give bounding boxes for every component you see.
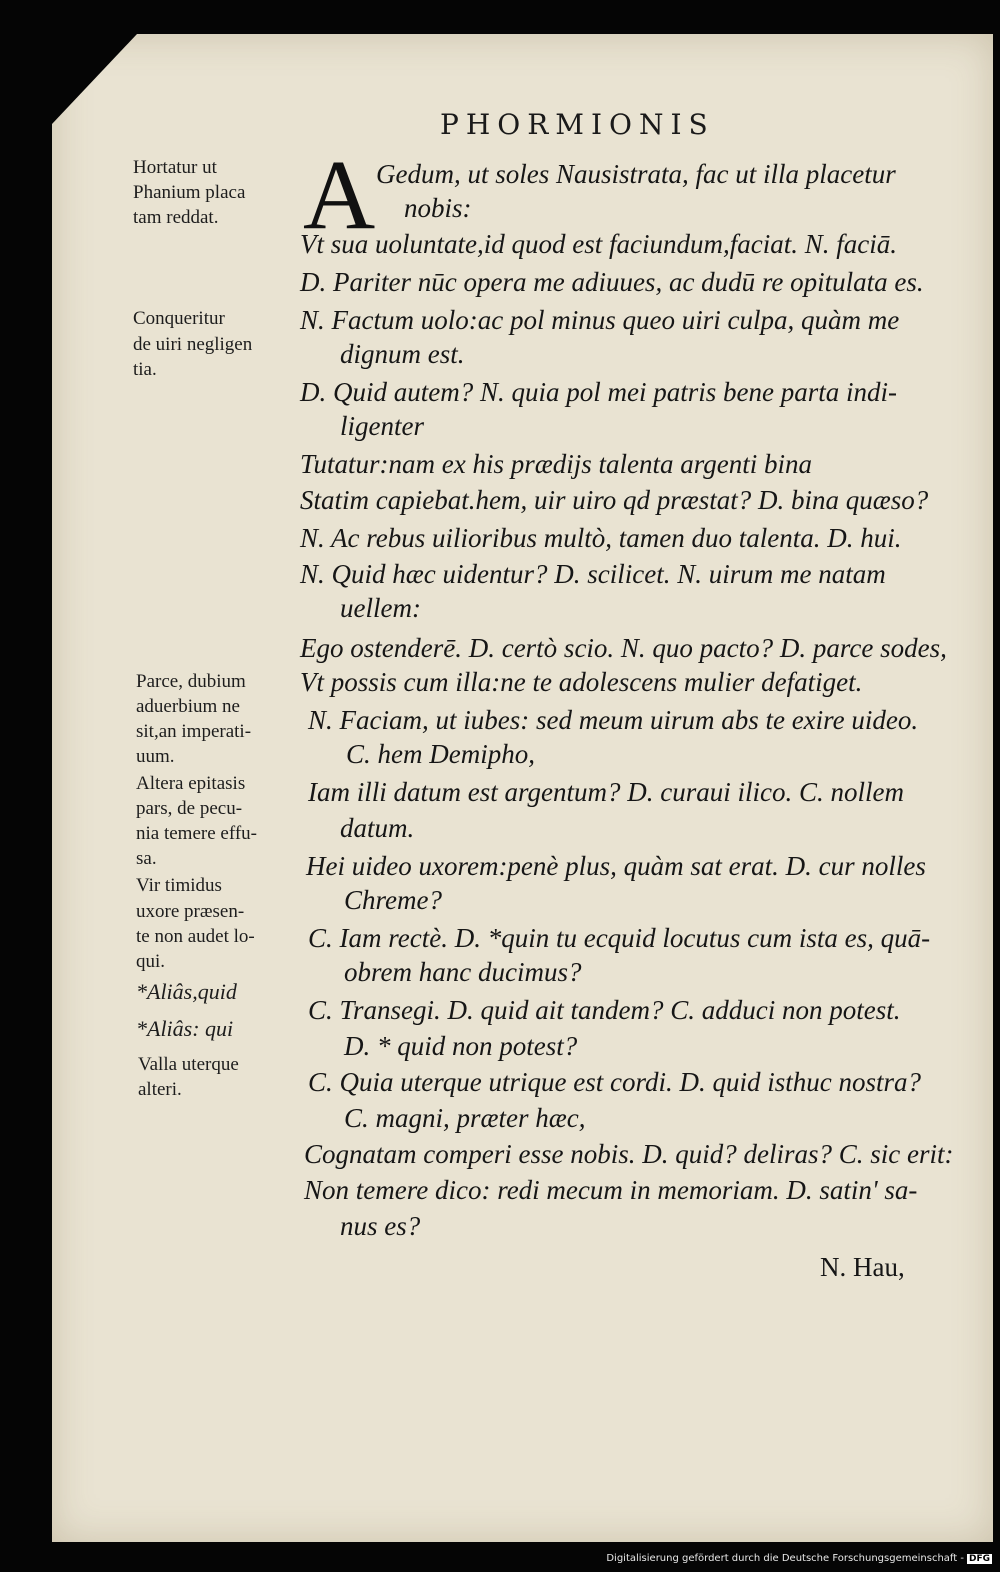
margin-note: Conqueritur (133, 308, 225, 329)
margin-note: *Aliâs,quid (136, 979, 237, 1004)
text-line: uellem: (340, 593, 421, 623)
digitization-footer (606, 1553, 992, 1564)
text-line: nus es? (340, 1211, 421, 1241)
text-line: ligenter (340, 411, 424, 441)
text-line: N. Factum uolo:ac pol minus queo uiri culpa, quàm me (300, 305, 900, 335)
text-line: N. Faciam, ut iubes: sed meum uirum abs te exire uideo. (308, 705, 919, 735)
text-line: N. Ac rebus uilioribus multò, tamen duo talenta. D. hui. (300, 523, 902, 553)
text-line: obrem hanc ducimus? (344, 957, 582, 987)
margin-note: sa. (136, 848, 157, 869)
text-line: Chreme? (344, 885, 442, 915)
margin-note: tia. (133, 359, 157, 380)
text-line: C. hem Demipho, (346, 739, 535, 769)
text-line: N. Quid hæc uidentur? D. scilicet. N. uirum me natam (300, 559, 886, 589)
margin-note: Vir timidus (136, 875, 222, 896)
margin-note: uum. (136, 746, 175, 767)
text-line: D. Quid autem? N. quia pol mei patris bene parta indi- (300, 377, 897, 407)
text-line: nobis: (404, 193, 472, 223)
text-line: D. Pariter nūc opera me adiuues, ac dudū re opitulata es. (300, 267, 924, 297)
text-line: C. magni, præter hæc, (344, 1103, 586, 1133)
margin-note: qui. (136, 951, 166, 972)
text-line: Gedum, ut soles Nausistrata, fac ut illa placetur (376, 159, 896, 189)
margin-note: tam reddat. (133, 207, 219, 228)
catchword: N. Hau, (820, 1252, 905, 1282)
text-line: Cognatam comperi esse nobis. D. quid? deliras? C. sic erit: (304, 1139, 954, 1169)
margin-note: Parce, dubium (136, 671, 246, 692)
margin-note: pars, de pecu- (136, 798, 243, 819)
text-line: Statim capiebat.hem, uir uiro qd præstat? D. bina quæso? (300, 485, 929, 515)
text-line: D. * quid non potest? (344, 1031, 578, 1061)
margin-note: Altera epitasis (136, 773, 246, 794)
footer-text: Digitalisierung gefördert durch die Deutsche Forschungsgemeinschaft - (606, 1553, 964, 1564)
text-line: C. Transegi. D. quid ait tandem? C. adduci non potest. (308, 995, 901, 1025)
text-line: C. Iam rectè. D. *quin tu ecquid locutus cum ista es, quā- (308, 923, 931, 953)
margin-note: de uiri negligen (133, 334, 253, 355)
margin-note: alteri. (138, 1079, 182, 1100)
text-line: Non temere dico: redi mecum in memoriam. D. satin' sa- (304, 1175, 918, 1205)
text-line: Tutatur:nam ex his prædijs talenta argenti bina (300, 449, 813, 479)
margin-note: aduerbium ne (136, 696, 240, 717)
running-title: PHORMIONIS (440, 108, 715, 141)
drop-capital: A (303, 139, 376, 250)
margin-note: Hortatur ut (133, 157, 217, 178)
margin-note: Phanium placa (133, 182, 246, 203)
text-line: Iam illi datum est argentum? D. curaui ilico. C. nollem (308, 777, 904, 807)
text-line: Ego ostenderē. D. certò scio. N. quo pacto? D. parce sodes, (300, 633, 947, 663)
margin-note: te non audet lo- (136, 926, 255, 947)
page-corner (52, 34, 137, 124)
dfg-logo: DFG (968, 1554, 990, 1564)
margin-note: uxore præsen- (136, 901, 245, 922)
text-line: datum. (340, 813, 415, 843)
text-line: Vt sua uoluntate,id quod est faciundum,faciat. N. faciā. (300, 229, 897, 259)
margin-note: nia temere effu- (136, 823, 257, 844)
text-line: Hei uideo uxorem:penè plus, quàm sat erat. D. cur nolles (306, 851, 926, 881)
text-line: dignum est. (340, 339, 465, 369)
text-line: C. Quia uterque utrique est cordi. D. quid isthuc nostra? (308, 1067, 921, 1097)
text-line: Vt possis cum illa:ne te adolescens mulier defatiget. (300, 667, 863, 697)
margin-note: Valla uterque (138, 1054, 239, 1075)
margin-note: *Aliâs: qui (136, 1016, 234, 1041)
margin-note: sit,an imperati- (136, 721, 252, 742)
